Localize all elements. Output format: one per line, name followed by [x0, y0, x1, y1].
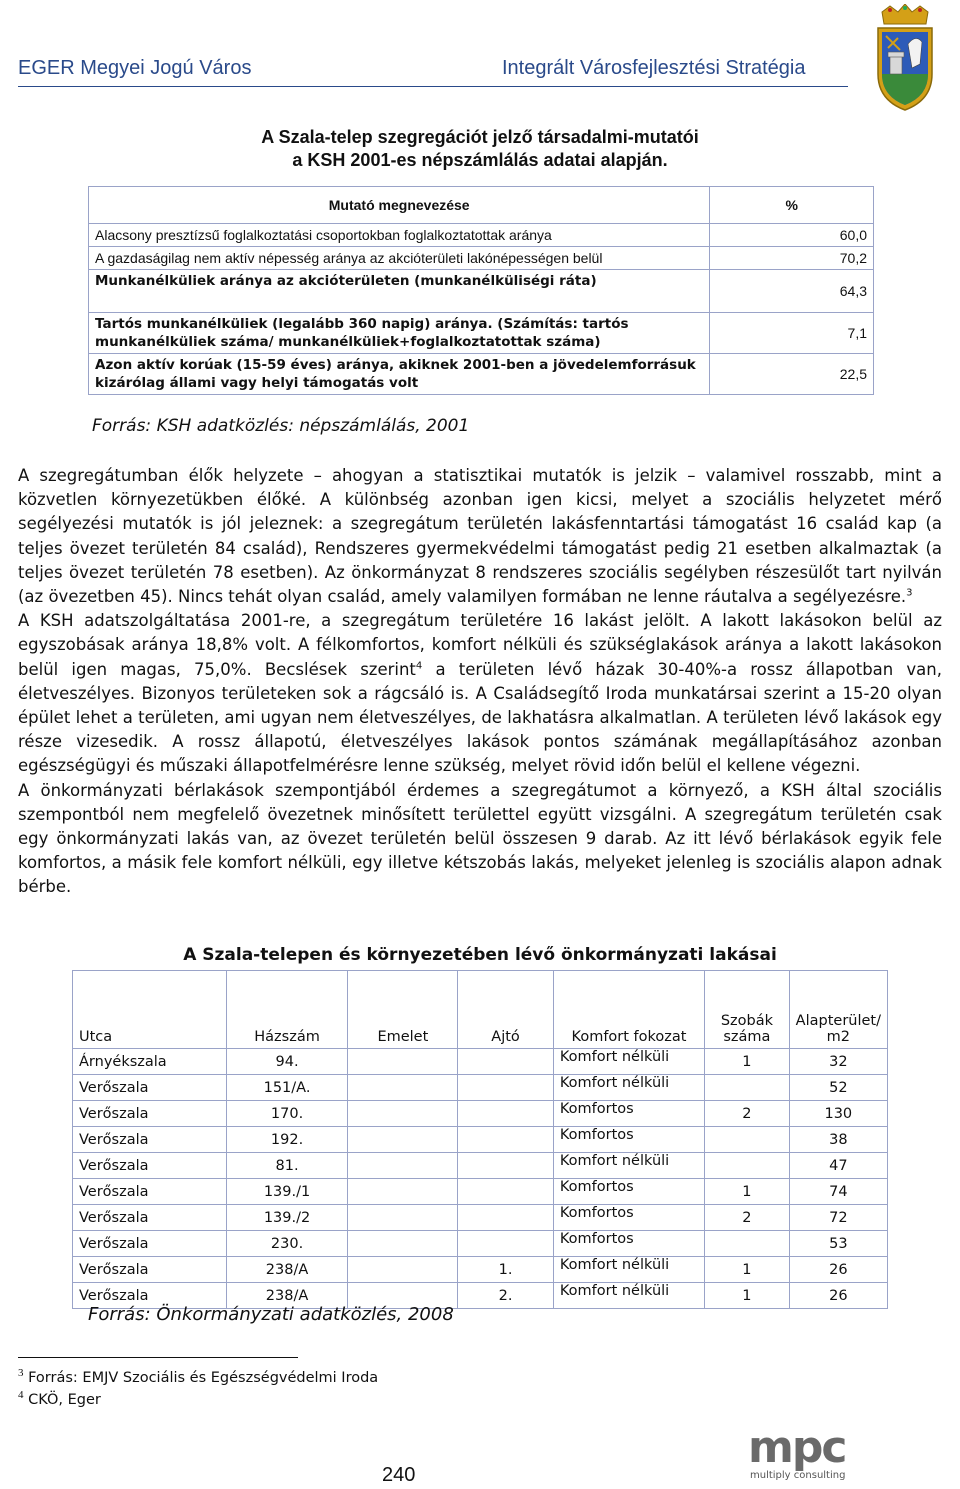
col-rooms-l2: száma — [723, 1029, 771, 1045]
table-row — [73, 1257, 888, 1283]
mpc-logo-icon — [744, 1418, 874, 1482]
cell-rooms: 1 — [705, 1179, 790, 1205]
cell-rooms — [705, 1153, 790, 1179]
cell-floor — [348, 1127, 458, 1153]
col-rooms — [705, 971, 790, 1049]
footnote-3-number: 3 — [18, 1367, 24, 1380]
table2-title: A Szala-telepen és környezetében lévő önkormányzati lakásai — [183, 945, 777, 965]
cell-door — [458, 1179, 554, 1205]
cell-door — [458, 1101, 554, 1127]
cell-comfort: Komfort nélküli — [553, 1257, 704, 1283]
indicator-value: 64,3 — [710, 270, 874, 313]
cell-street: Árnyékszala — [73, 1049, 227, 1075]
cell-house-number: 170. — [226, 1101, 348, 1127]
cell-floor — [348, 1075, 458, 1101]
indicator-label: Alacsony presztízsű foglalkoztatási csoportokban foglalkoztatottak aránya — [89, 224, 710, 247]
cell-door — [458, 1231, 554, 1257]
coat-of-arms-icon — [870, 4, 940, 112]
housing-table — [72, 970, 888, 1309]
cell-floor — [348, 1205, 458, 1231]
col-indicator: Mutató megnevezése — [89, 187, 710, 224]
indicator-label: Munkanélküliek aránya az akcióterületen (munkanélküliségi ráta) — [89, 270, 710, 313]
table-row — [73, 1049, 888, 1075]
cell-street: Verőszala — [73, 1205, 227, 1231]
cell-house-number: 139./1 — [226, 1179, 348, 1205]
col-percent: % — [710, 187, 874, 224]
cell-comfort: Komfort nélküli — [553, 1049, 704, 1075]
cell-street: Verőszala — [73, 1283, 227, 1309]
indicator-value: 7,1 — [710, 313, 874, 354]
cell-comfort: Komfort nélküli — [553, 1075, 704, 1101]
table2-source: Forrás: Önkormányzati adatközlés, 2008 — [88, 1304, 454, 1325]
cell-door — [458, 1127, 554, 1153]
cell-street: Verőszala — [73, 1231, 227, 1257]
cell-door: 2. — [458, 1283, 554, 1309]
cell-rooms: 1 — [705, 1283, 790, 1309]
col-street: Utca — [73, 971, 227, 1049]
table-row — [73, 1127, 888, 1153]
header-rule — [18, 86, 848, 87]
table1-source: Forrás: KSH adatközlés: népszámlálás, 2001 — [92, 416, 470, 436]
table-row — [89, 270, 874, 313]
cell-comfort: Komfortos — [553, 1101, 704, 1127]
cell-area: 72 — [789, 1205, 887, 1231]
indicator-label: Tartós munkanélküliek (legalább 360 napig) aránya. (Számítás: tartós munkanélküliek száma/ munkanélküliek+foglalkoztatottak száma) — [89, 313, 710, 354]
header-doc-title: Integrált Városfejlesztési Stratégia — [502, 57, 806, 79]
cell-comfort: Komfort nélküli — [553, 1153, 704, 1179]
cell-house-number: 238/A — [226, 1283, 348, 1309]
cell-door — [458, 1205, 554, 1231]
cell-floor — [348, 1101, 458, 1127]
cell-house-number: 238/A — [226, 1257, 348, 1283]
table1-title-line2: a KSH 2001-es népszámlálás adatai alapján. — [292, 150, 668, 170]
table-row — [73, 1101, 888, 1127]
footnote-ref-3: 3 — [906, 587, 913, 599]
cell-area: 130 — [789, 1101, 887, 1127]
cell-street: Verőszala — [73, 1127, 227, 1153]
cell-area: 26 — [789, 1283, 887, 1309]
indicator-label: A gazdaságilag nem aktív népesség aránya az akcióterületi lakónépességen belül — [89, 247, 710, 270]
cell-area: 26 — [789, 1257, 887, 1283]
table1-title-line1: A Szala-telep szegregációt jelző társadalmi-mutatói — [261, 127, 699, 147]
cell-comfort: Komfortos — [553, 1127, 704, 1153]
footnote-rule — [18, 1357, 298, 1358]
cell-rooms: 1 — [705, 1049, 790, 1075]
col-floor: Emelet — [348, 971, 458, 1049]
cell-door — [458, 1049, 554, 1075]
indicator-value: 22,5 — [710, 354, 874, 395]
cell-area: 53 — [789, 1231, 887, 1257]
cell-area: 47 — [789, 1153, 887, 1179]
cell-house-number: 151/A. — [226, 1075, 348, 1101]
cell-rooms — [705, 1127, 790, 1153]
cell-comfort: Komfortos — [553, 1205, 704, 1231]
cell-rooms: 2 — [705, 1205, 790, 1231]
header-city: EGER Megyei Jogú Város — [18, 57, 252, 79]
table-row — [73, 1075, 888, 1101]
cell-area: 32 — [789, 1049, 887, 1075]
col-area — [789, 971, 887, 1049]
cell-floor — [348, 1179, 458, 1205]
cell-rooms — [705, 1075, 790, 1101]
col-area-l1: Alapterület/ — [795, 1013, 881, 1029]
cell-house-number: 192. — [226, 1127, 348, 1153]
cell-door: 1. — [458, 1257, 554, 1283]
cell-rooms: 2 — [705, 1101, 790, 1127]
cell-floor — [348, 1231, 458, 1257]
cell-house-number: 230. — [226, 1231, 348, 1257]
indicator-value: 60,0 — [710, 224, 874, 247]
cell-area: 38 — [789, 1127, 887, 1153]
cell-house-number: 81. — [226, 1153, 348, 1179]
page-number: 240 — [382, 1464, 416, 1486]
footnote-3-text: Forrás: EMJV Szociális és Egészségvédelmi Iroda — [28, 1370, 379, 1386]
table-row — [73, 1231, 888, 1257]
cell-comfort: Komfortos — [553, 1179, 704, 1205]
col-house-number: Házszám — [226, 971, 348, 1049]
table-row — [89, 313, 874, 354]
indicator-value: 70,2 — [710, 247, 874, 270]
col-area-l2: m2 — [826, 1029, 851, 1045]
logo-main-text: mpc — [748, 1422, 846, 1473]
col-comfort: Komfort fokozat — [553, 971, 704, 1049]
cell-rooms: 1 — [705, 1257, 790, 1283]
table-row — [73, 1179, 888, 1205]
footnote-ref-4: 4 — [415, 660, 423, 672]
table-row — [89, 224, 874, 247]
paragraph-1 — [18, 464, 942, 609]
paragraph-1-text: A szegregátumban élők helyzete – ahogyan a statisztikai mutatók is jelzik – valamivel rosszabb, mint a közvetlen környezetükben élőké. A különbség azonban igen kicsi, melyet a szociális helyzetet mérő segélyezési mutatók is jól jeleznek: a szegregátum területén lakásfenntartási támogatást 16 család kap (a teljes övezet területén 84 család), Rendszeres gyermekvédelmi támogatást pedig 21 esetben alkalmaztak (a teljes övezet területén 78 esetben). Az önkormányzat 8 rendszeres szociális segélyben részesülőt tart nyilván (az övezetben 45). Nincs tehát olyan család, amely valamilyen formában ne lenne ráutalva a segélyezésre. — [18, 466, 942, 607]
cell-street: Verőszala — [73, 1179, 227, 1205]
cell-rooms — [705, 1231, 790, 1257]
table-row — [89, 247, 874, 270]
table-row — [73, 1205, 888, 1231]
paragraph-2 — [18, 609, 942, 778]
table-row — [89, 354, 874, 395]
cell-comfort: Komfort nélküli — [553, 1283, 704, 1309]
cell-floor — [348, 1257, 458, 1283]
indicator-label: Azon aktív korúak (15-59 éves) aránya, akiknek 2001-ben a jövedelemforrásuk kizárólag állami vagy helyi támogatás volt — [89, 354, 710, 395]
cell-house-number: 139./2 — [226, 1205, 348, 1231]
table1-title — [120, 126, 840, 172]
cell-floor — [348, 1153, 458, 1179]
cell-area: 74 — [789, 1179, 887, 1205]
logo-sub-text: multiply consulting — [750, 1470, 846, 1481]
col-door: Ajtó — [458, 971, 554, 1049]
cell-area: 52 — [789, 1075, 887, 1101]
table-row — [73, 1153, 888, 1179]
cell-door — [458, 1075, 554, 1101]
cell-house-number: 94. — [226, 1049, 348, 1075]
cell-door — [458, 1153, 554, 1179]
paragraph-3: A önkormányzati bérlakások szempontjából érdemes a szegregátumot a környező, a KSH által szociális szempontból nem megfelelő övezetnek minősített területtel együtt vizsgálni. A szegregátum területén csak egy önkormányzati lakás van, az övezet területén belül összesen 9 darab. Az itt lévő bérlakások egyik fele komfortos, a másik fele komfort nélküli, egy illetve kétszobás lakás, melyeket jelenleg is szociális alapon adnak bérbe. — [18, 780, 942, 897]
cell-street: Verőszala — [73, 1075, 227, 1101]
footnote-3 — [18, 1367, 379, 1386]
cell-floor — [348, 1049, 458, 1075]
footnote-4-text: CKÖ, Eger — [28, 1392, 101, 1408]
cell-street: Verőszala — [73, 1101, 227, 1127]
cell-street: Verőszala — [73, 1257, 227, 1283]
col-rooms-l1: Szobák — [720, 1013, 773, 1029]
paragraph-2-text-b: a területen lévő házak 30-40%-a rossz állapotban van, életveszélyes. Bizonyos területeken sok a rágcsáló is. A Családsegítő Iroda munkatársai szerint a 15-20 olyan épület lehet a területen, ami ugyan nem életveszélyes, de lakhatásra alkalmatlan. A területen lévő lakások egy része vizesedik. A rossz állapotú, életveszélyes lakások pontos számának megállapításához azonban egészségügyi és műszaki állapotfelmérésre lenne szükség, melyet rövid időn belül el kellene végezni. — [18, 659, 942, 776]
indicator-table — [88, 186, 874, 395]
footnote-4-number: 4 — [18, 1389, 24, 1402]
body-text — [18, 464, 942, 900]
cell-comfort: Komfortos — [553, 1231, 704, 1257]
cell-street: Verőszala — [73, 1153, 227, 1179]
footnote-4 — [18, 1389, 101, 1408]
paragraph-2-text-a: A KSH adatszolgáltatása 2001-re, a szegregátum területére 16 lakást jelölt. A lakott lakásokon belül az egyszobásak aránya 18,8% volt. A félkomfortos, komfort nélküli és szükséglakások aránya a lakott lakásokon belül igen magas, 75,0%. Becslések szerint — [18, 611, 942, 679]
